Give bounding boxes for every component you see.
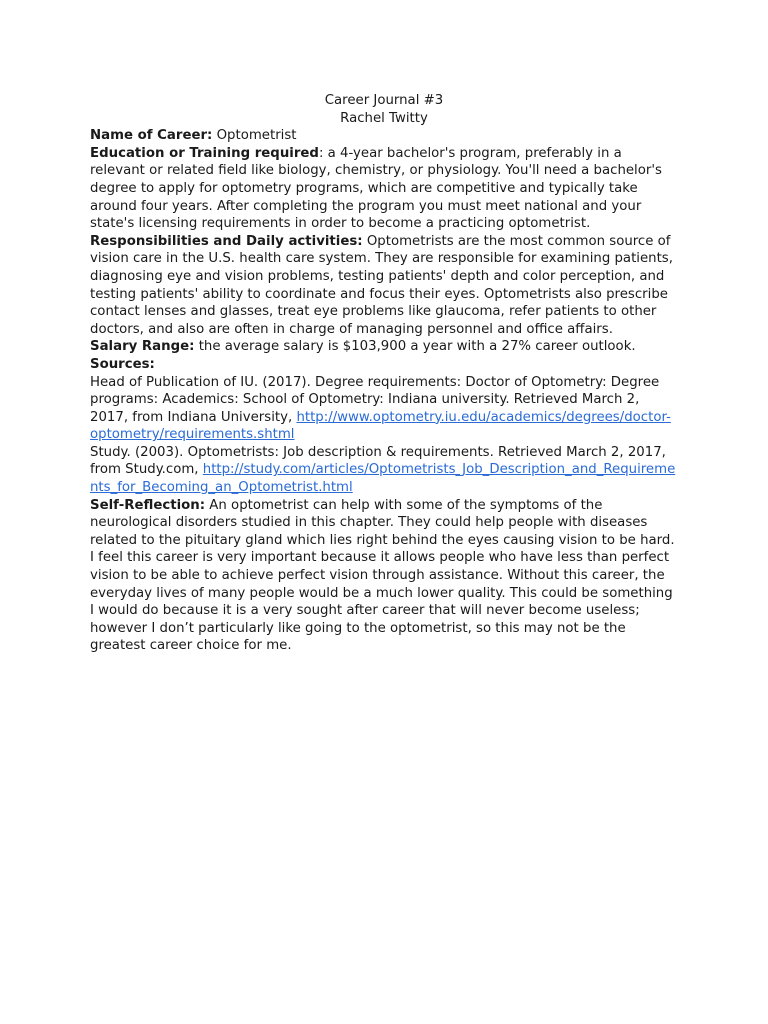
source-citation: Study. (2003). Optometrists: Job description & requirements. Retrieved March 2, 2017, from Study.com, (90, 444, 666, 478)
source-entry (90, 374, 678, 444)
education-paragraph (90, 145, 678, 233)
source-link[interactable]: http://study.com/articles/Optometrists_Job_Description_and_Requirements_for_Becoming_an_Optometrist.html (90, 462, 676, 496)
responsibilities-label: Responsibilities and Daily activities: (90, 233, 363, 249)
sources-label: Sources: (90, 356, 155, 372)
reflection-value: An optometrist can help with some of the symptoms of the neurological disorders studied in this chapter. They could help people with diseases related to the pituitary gland which lies right behind the eyes causing vision to be hard. I feel this career is very important because it allows people who have less than perfect vision to be able to achieve perfect vision through assistance. Without this career, the everyday lives of many people would be a much lower quality. This could be something I would do because it is a very sought after career that will never become useless; however I don’t particularly like going to the optometrist, so this may not be the greatest career choice for me. (90, 497, 675, 654)
document-page (90, 92, 678, 655)
salary-label: Salary Range: (90, 339, 195, 355)
salary-value: the average salary is $103,900 a year with a 27% career outlook. (194, 339, 636, 355)
author-name: Rachel Twitty (340, 110, 428, 126)
career-name-value: Optometrist (212, 128, 297, 144)
responsibilities-value: Optometrists are the most common source of vision care in the U.S. health care system. They are responsible for examining patients, diagnosing eye and vision problems, testing patients' depth and color perception, and testing patients' ability to coordinate and focus their eyes. Optometrists also prescribe contact lenses and glasses, treat eye problems like glaucoma, refer patients to other doctors, and also are often in charge of managing personnel and office affairs. (90, 233, 673, 337)
sources-heading (90, 356, 678, 374)
education-label: Education or Training required (90, 145, 319, 161)
source-entry (90, 444, 678, 497)
career-name-label: Name of Career: (90, 128, 213, 144)
source-citation: Head of Publication of IU. (2017). Degree requirements: Doctor of Optometry: Degree programs: Academics: School of Optometry: Indiana university. Retrieved March 2, 2017, from Indiana University, (90, 374, 660, 425)
education-value: : a 4-year bachelor's program, preferably in a relevant or related field like biology, chemistry, or physiology. You'll need a bachelor's degree to apply for optometry programs, which are competitive and typically take around four years. After completing the program you must meet national and your state's licensing requirements in order to become a practicing optometrist. (90, 145, 662, 232)
reflection-label: Self-Reflection: (90, 497, 206, 513)
document-title: Career Journal #3 (324, 93, 444, 108)
career-name-paragraph (90, 127, 678, 145)
salary-paragraph (90, 338, 678, 356)
source-link[interactable]: http://www.optometry.iu.edu/academics/degrees/doctor-optometry/requirements.shtml (90, 409, 671, 443)
responsibilities-paragraph (90, 233, 678, 339)
reflection-paragraph (90, 497, 678, 655)
